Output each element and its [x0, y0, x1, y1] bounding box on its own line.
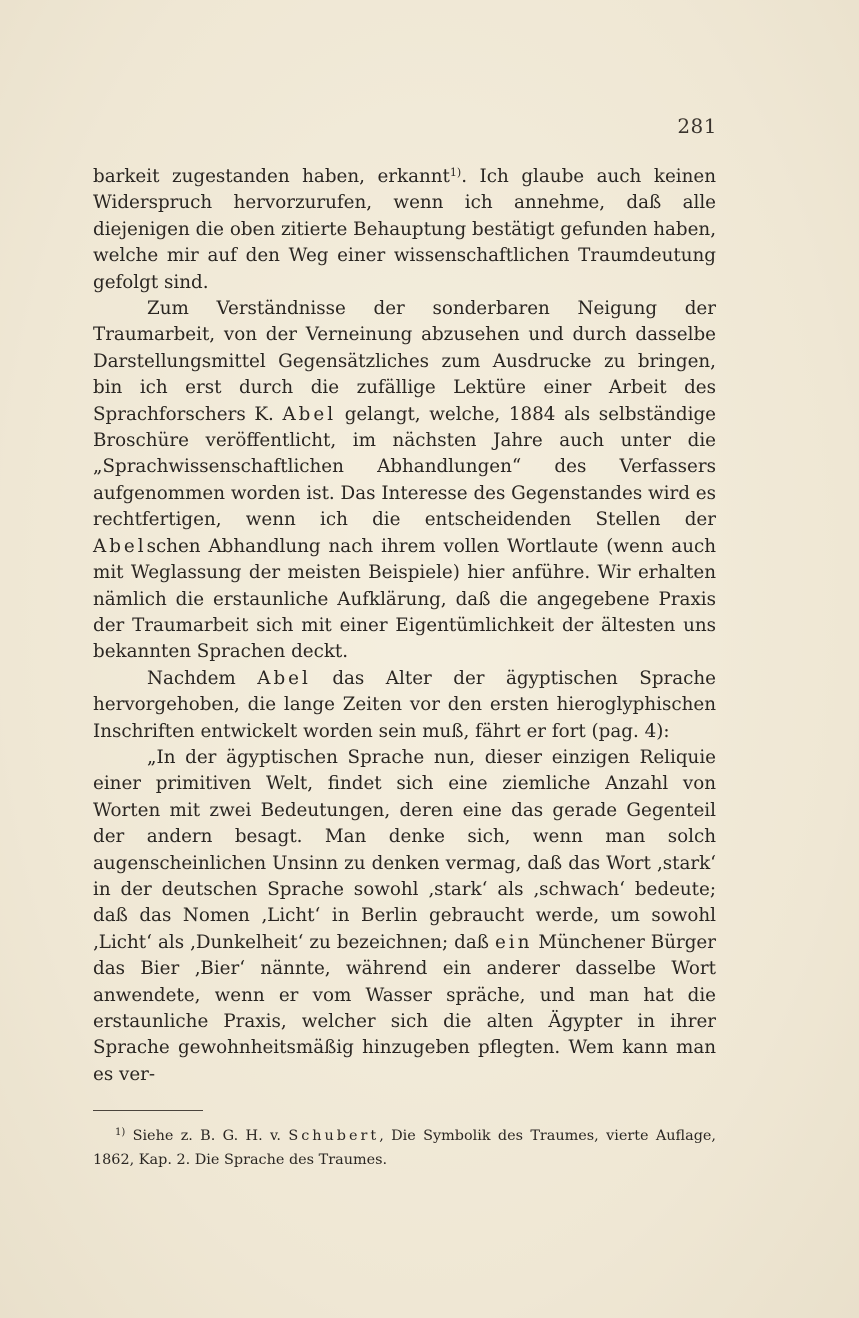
- paragraph-2: Zum Verständnisse der sonderbaren Neigung der Traumarbeit, von der Verneinung abzusehen und durch dasselbe Darstellungsmittel Gegensätzliches zum Ausdrucke zu bringen, bin ich erst durch die zufällige Lektüre einer Arbeit des Sprachforschers K. Abel gelangt, welche, 1884 als selbständige Broschüre veröffentlicht, im nächsten Jahre auch unter die „Sprachwissenschaftlichen Abhandlungen“ des Verfassers aufgenommen worden ist. Das Interesse des Gegenstandes wird es rechtfertigen, wenn ich die entscheidenden Stellen der Abelschen Abhandlung nach ihrem vollen Wortlaute (wenn auch mit Weglassung der meisten Beispiele) hier anführe. Wir erhalten nämlich die erstaunliche Aufklärung, daß die angegebene Praxis der Traumarbeit sich mit einer Eigentümlichkeit der ältesten uns bekannten Sprachen deckt.: [93, 298, 716, 663]
- body-text: [93, 164, 716, 1088]
- author-name-spaced: Abel: [93, 535, 147, 557]
- footnote-reference: 1): [449, 166, 462, 179]
- page-number: 281: [677, 114, 717, 138]
- footnote: $^{1)}$ Siehe z. B. G. H. v. Schubert, Die Symbolik des Traumes, vierte Auflage, 1862, Kap. 2. Die Sprache des Traumes.: [93, 1127, 716, 1168]
- paragraph-4-quotation: „In der ägyptischen Sprache nun, dieser einzigen Reliquie einer primitiven Welt, findet sich eine ziemliche Anzahl von Worten mit zwei Bedeutungen, deren eine das gerade Gegenteil der andern besagt. Man denke sich, wenn man solch augenscheinlichen Unsinn zu denken vermag, daß das Wort ‚stark‘ in der deutschen Sprache sowohl ‚stark‘ als ‚schwach‘ bedeute; daß das Nomen ‚Licht‘ in Berlin gebraucht werde, um sowohl ‚Licht‘ als ‚Dunkelheit‘ zu bezeichnen; daß ein Münchener Bürger das Bier ‚Bier‘ nännte, während ein anderer dasselbe Wort anwendete, wenn er vom Wasser spräche, und man hat die erstaunliche Praxis, welcher sich die alten Ägypter in ihrer Sprache gewohnheitsmäßig hinzugeben pflegten. Wem kann man es ver-: [93, 746, 716, 1085]
- footnote-marker: 1): [115, 1127, 126, 1138]
- author-name-spaced: Abel: [257, 667, 311, 689]
- paragraph-1: barkeit zugestanden haben, erkannt$^{1)}$. Ich glaube auch keinen Widerspruch hervorzurufen, wenn ich annehme, daß alle diejenigen die oben zitierte Behauptung bestätigt gefunden haben, welche mir auf den Weg einer wissenschaftlichen Traumdeutung gefolgt sind.: [93, 166, 716, 293]
- author-name-spaced: Abel: [282, 403, 337, 425]
- paragraph-3: Nachdem Abel das Alter der ägyptischen Sprache hervorgehoben, die lange Zeiten vor den ersten hieroglyphischen Inschriften entwickelt worden sein muß, fährt er fort (pag. 4):: [93, 667, 717, 742]
- author-name-spaced: Schubert: [288, 1128, 380, 1144]
- footnote-separator: [93, 1110, 203, 1111]
- emphasis-spaced: ein: [494, 931, 533, 953]
